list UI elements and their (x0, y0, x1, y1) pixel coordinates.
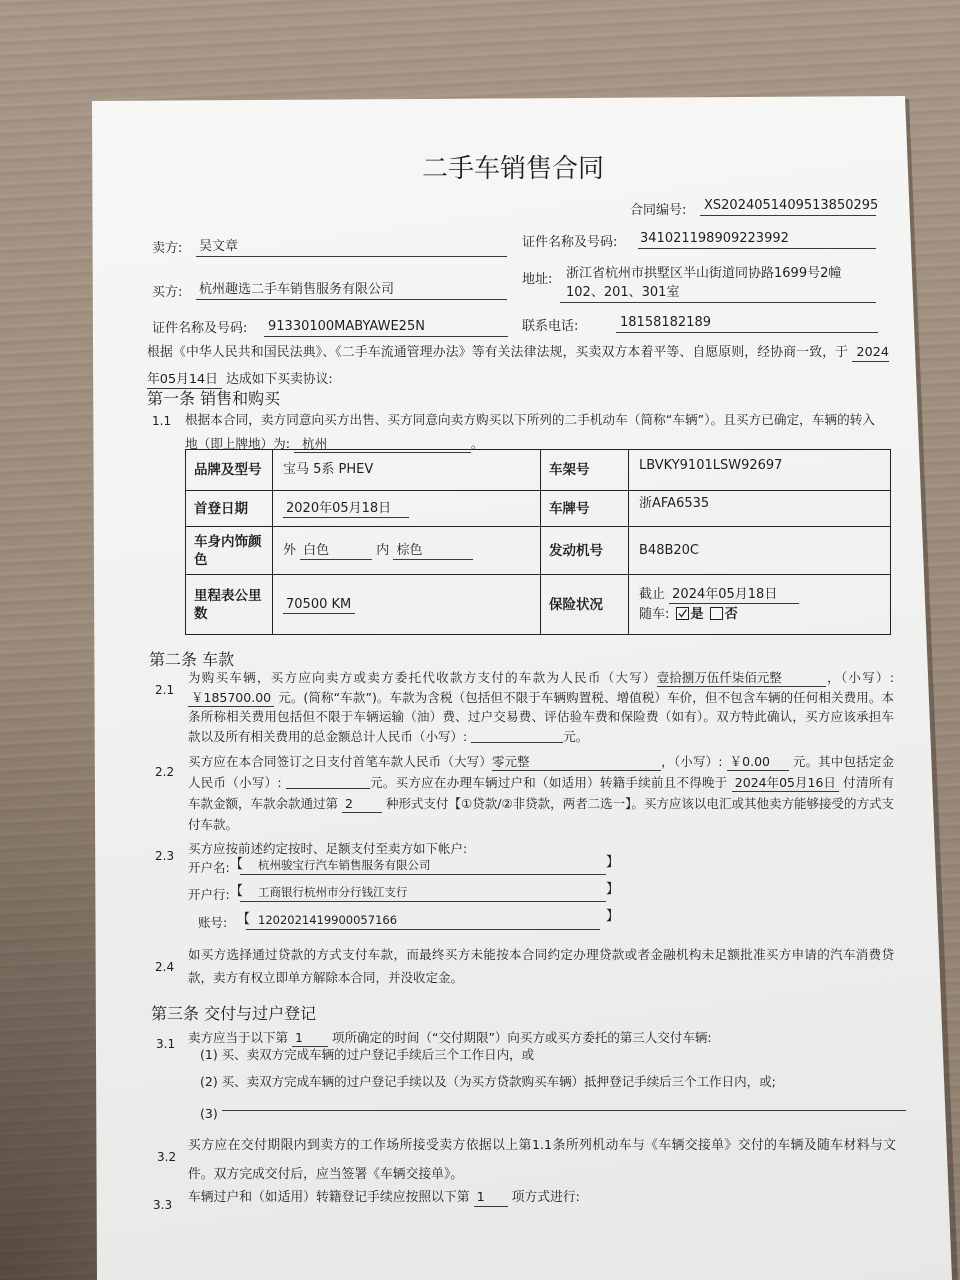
no-checkbox (710, 607, 723, 620)
exterior-label: 外 (283, 542, 297, 558)
article1-heading: 第一条 销售和购买 (147, 389, 281, 408)
seller-id-value: 341021198909223992 (638, 231, 876, 249)
clause-2-3-intro: 买方应按前述约定按时、足额支付至卖方如下帐户: (188, 841, 468, 856)
clause-3-1-part2: 项所确定的时间（“交付期限”）向买方或买方委托的第三人交付车辆: (331, 1030, 712, 1045)
plate-label: 车牌号 (541, 491, 629, 527)
clause-1-1-end: 。 (471, 436, 484, 451)
clause-1-1-number: 1.1 (152, 414, 172, 428)
account-no-value: 1202021419900057166 (246, 912, 600, 930)
interior-label: 内 (376, 542, 390, 558)
account-name-bracket-open: 【 (230, 857, 244, 872)
no-option: 否 (724, 606, 738, 622)
clause-2-1-part2: ，（小写）: (825, 670, 894, 685)
article3-heading: 第三条 交付与过户登记 (151, 1004, 317, 1023)
reg-date-value: 2020年05月18日 (283, 502, 409, 518)
bank-bracket-close: 】 (606, 882, 620, 897)
payment-method: 2 (342, 797, 382, 813)
payment-deadline: 2024年05月16日 (732, 776, 839, 792)
clause-2-2-part3: 元。其中包括定金人民币（小写）: (188, 754, 894, 790)
buyer-name: 杭州趣选二手车销售服务有限公司 (196, 282, 507, 300)
delivery-option-1: (1) 买、卖双方完成车辆的过户登记手续后三个工作日内，或 (200, 1047, 535, 1062)
buyer-phone-label: 联系电话: (522, 319, 579, 334)
seller-name: 吴文章 (196, 239, 507, 257)
preamble (147, 339, 889, 393)
price-in-words: 壹拾捌万伍仟柒佰元整 (657, 671, 826, 687)
clause-3-1-part1: 卖方应当于以下第 (188, 1030, 289, 1045)
engine-value: B48B20C (629, 527, 891, 575)
color-cell (273, 527, 541, 575)
buyer-phone-value: 18158182189 (616, 315, 878, 333)
clause-2-2-part2: ，（小写）: (661, 754, 723, 769)
deposit-amount-blank (286, 775, 370, 789)
clause-2-1-part3: 元。(简称“车款”)。车款为含税（包括但不限于车辆购置税、增值税）车价，但不包含车辆的任何相关费用。本条所称相关费用包括但不限于车辆运输（油）费、过户交易费、评估验车费和保险费（如有）。双方特此确认，买方应该承担车款以及所有相关费用的总金额总计人民币（小写）: (188, 689, 894, 744)
clause-2-2-part5: 付清所有车款金额，车款余款通过第 (188, 775, 894, 811)
plate-value: 浙AFA6535 (629, 491, 891, 527)
brand-label: 品牌及型号 (186, 450, 273, 491)
exterior-color: 白色 (300, 544, 372, 560)
delivery-option-3-blank (222, 1110, 906, 1111)
mileage-value: 70500 KM (283, 598, 355, 614)
insurance-until-label: 截止 (639, 586, 666, 602)
clause-3-3-text (188, 1190, 580, 1207)
mileage-cell (273, 575, 541, 635)
insurance-until-line (639, 585, 884, 605)
yes-checkbox-checked (676, 607, 689, 620)
brand-value: 宝马 5系 PHEV (273, 450, 541, 491)
account-no-label: 账号: (198, 915, 228, 930)
reg-date-cell (273, 491, 541, 527)
vin-label: 车架号 (541, 450, 629, 491)
reg-date-label: 首登日期 (186, 491, 273, 527)
clause-3-3-part2: 项方式进行: (511, 1190, 580, 1205)
buyer-id-label: 证件名称及号码: (152, 321, 248, 336)
insurance-cell (629, 575, 891, 635)
clause-2-1-text (188, 668, 894, 746)
clause-3-3-number: 3.3 (153, 1198, 173, 1212)
clause-2-4-number: 2.4 (155, 960, 175, 974)
registration-city: 杭州 (294, 437, 471, 453)
buyer-address-label: 地址: (522, 272, 553, 287)
first-payment-words: 零元整 (492, 755, 661, 771)
account-name-bracket-close: 】 (606, 855, 620, 870)
insurance-label: 保险状况 (541, 575, 629, 635)
engine-label: 发动机号 (541, 527, 629, 575)
buyer-address-line1: 浙江省杭州市拱墅区半山街道同协路1699号2幢 (566, 266, 842, 281)
delivery-option-3: (3) (200, 1106, 218, 1121)
delivery-option-2: (2) 买、卖双方完成车辆的过户登记手续以及（为买方贷款购买车辆）抵押登记手续后三个工作日内，或; (200, 1074, 776, 1089)
clause-2-2-part4: 元。买方应在办理车辆过户和（如适用）转籍手续前且不得晚于 (369, 775, 728, 790)
clause-3-2-number: 3.2 (157, 1150, 177, 1164)
clause-2-2-text (188, 751, 894, 835)
clause-3-1-number: 3.1 (156, 1037, 176, 1051)
clause-2-1-part4: 元。 (563, 728, 589, 744)
mileage-label: 里程表公里数 (186, 575, 273, 635)
clause-2-2-number: 2.2 (155, 765, 175, 779)
buyer-id-value: 91330100MABYAWE25N (264, 319, 508, 337)
account-no-bracket-open: 【 (237, 912, 251, 927)
interior-color: 棕色 (393, 544, 473, 560)
document-title: 二手车销售合同 (421, 154, 604, 184)
table-row (186, 450, 891, 491)
vehicle-info-table (185, 449, 891, 635)
bank-bracket-open: 【 (230, 884, 244, 899)
clause-2-1-part1: 为购买车辆，买方应向卖方或卖方委托代收款方支付的车款为人民币（大写） (188, 670, 657, 685)
article2-heading: 第二条 车款 (149, 650, 235, 669)
clause-3-1-text (188, 1030, 712, 1047)
table-row (186, 575, 891, 635)
table-row (186, 491, 891, 527)
preamble-text: 根据《中华人民共和国民法典》、《二手车流通管理办法》等有关法律法规，买卖双方本着平等、自愿原则，经协商一致，于 (147, 345, 849, 360)
seller-label: 卖方: (152, 241, 183, 256)
color-label: 车身内饰颜色 (186, 527, 273, 575)
total-amount-blank (471, 729, 563, 743)
first-payment-figures: ￥0.00 (727, 755, 789, 771)
contract-no-label: 合同编号: (630, 203, 687, 218)
delivery-option-choice: 1 (292, 1031, 328, 1047)
seller-id-label: 证件名称及号码: (522, 235, 618, 250)
contract-no-value: XS2024051409513850295 (700, 198, 876, 216)
with-car-label: 随车: (639, 606, 670, 622)
check-icon (677, 608, 688, 619)
agreement-date: 2024年05月14日 (147, 345, 889, 387)
price-in-figures: ￥185700.00 (188, 691, 274, 707)
bank-value: 工商银行杭州市分行钱江支行 (240, 884, 606, 902)
insurance-until-date: 2024年05月18日 (669, 588, 799, 604)
bank-label: 开户行: (188, 887, 230, 902)
transfer-option-choice: 1 (474, 1191, 508, 1207)
clause-2-1-number: 2.1 (155, 683, 175, 697)
clause-3-3-part1: 车辆过户和（如适用）转籍登记手续应按照以下第 (188, 1190, 470, 1205)
buyer-label: 买方: (152, 285, 183, 300)
clause-2-2-part1: 买方应在本合同签订之日支付首笔车款人民币（大写） (188, 754, 493, 769)
buyer-address-line2: 102、201、301室 (560, 285, 876, 303)
clause-1-1-body: 根据本合同，卖方同意向买方出售、买方同意向卖方购买以下所列的二手机动车（简称“车辆”）。且买方已确定，车辆的转入地（即上牌地）为: (185, 412, 875, 451)
with-car-line (639, 605, 884, 625)
yes-option: 是 (690, 606, 704, 622)
vin-value: LBVKY9101LSW92697 (629, 450, 891, 491)
table-row (186, 527, 891, 575)
account-name-value: 杭州骏宝行汽车销售服务有限公司 (240, 857, 606, 875)
account-no-bracket-close: 】 (606, 909, 620, 924)
clause-2-4-text: 如买方选择通过贷款的方式支付车款，而最终买方未能按本合同约定办理贷款或者金融机构未足额批准买方申请的汽车消费贷款，卖方有权立即单方解除本合同，并没收定金。 (188, 947, 894, 985)
clause-3-2-text: 买方应在交付期限内到卖方的工作场所接受卖方依据以上第1.1条所列机动车与《车辆交接单》交付的车辆及随车材料与文件。双方完成交付后，应当签署《车辆交接单》。 (188, 1138, 896, 1182)
clause-2-2-part6: 种形式支付【①贷款/②非贷款，两者二选一】。买方应该以电汇或其他卖方能够接受的方式支付车款。 (188, 796, 894, 832)
preamble-tail: 达成如下买卖协议: (226, 372, 333, 387)
clause-2-3-number: 2.3 (155, 849, 175, 863)
account-name-label: 开户名: (188, 860, 230, 875)
